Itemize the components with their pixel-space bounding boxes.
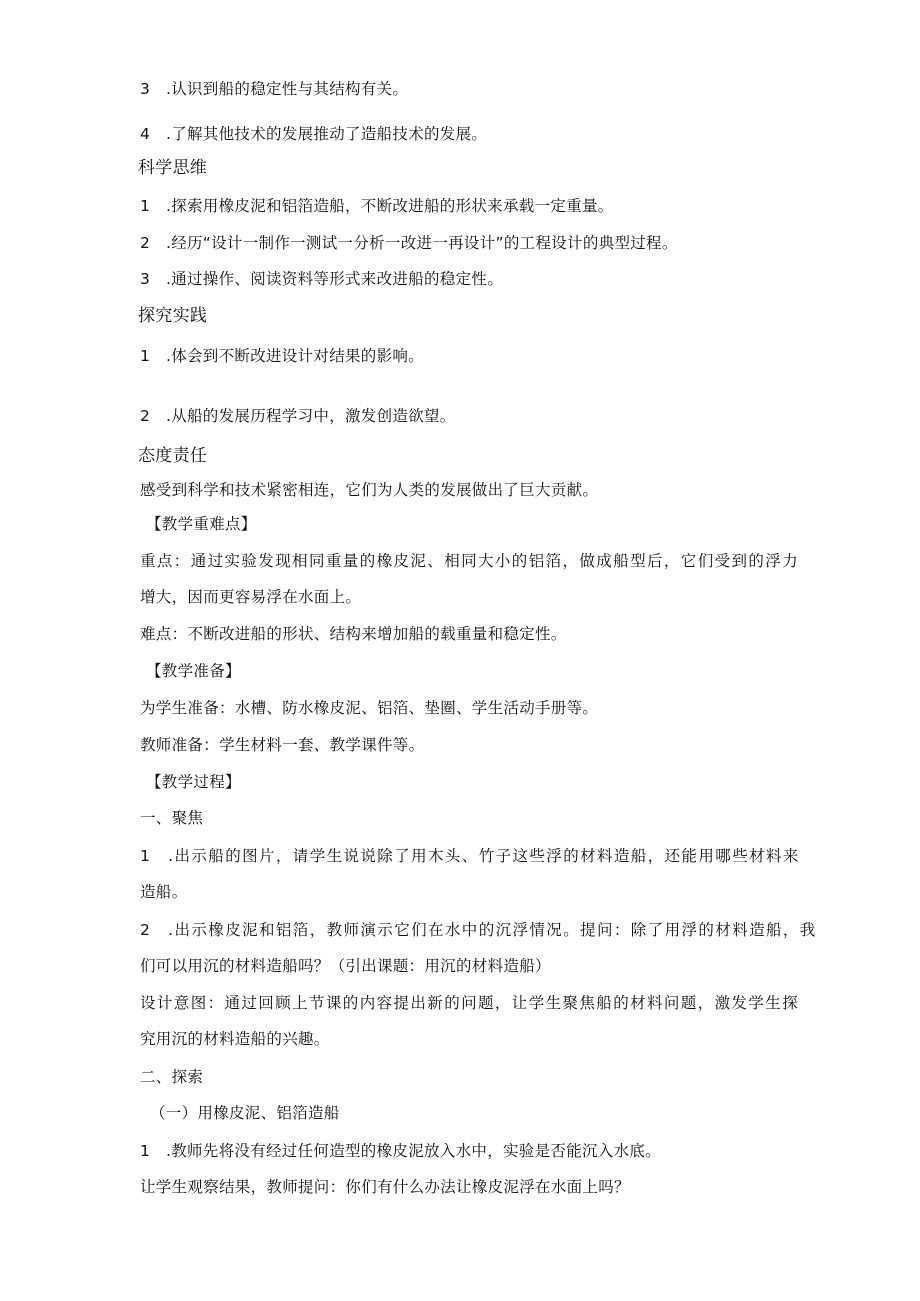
key-point-line-1: 重点：通过实验发现相同重量的橡皮泥、相同大小的铝箔，做成船型后，它们受到的浮力	[140, 552, 800, 570]
subheading-boat-building: （一）用橡皮泥、铝箔造船	[150, 1104, 340, 1122]
teacher-preparation-line: 教师准备：学生材料一套、教学课件等。	[140, 736, 425, 754]
section-heading-inquiry-practice: 探究实践	[138, 306, 208, 326]
focus-line-1b: 造船。	[140, 883, 188, 901]
section-heading-preparation: 【教学准备】	[146, 662, 241, 680]
difficulty-line: 难点：不断改进船的形状、结构来增加船的载重量和稳定性。	[140, 625, 567, 643]
objective-line-3: 3 .认识到船的稳定性与其结构有关。	[140, 80, 409, 98]
section-heading-process: 【教学过程】	[146, 773, 241, 791]
subheading-explore: 二、探索	[140, 1068, 204, 1086]
thinking-line-3: 3 .通过操作、阅读资料等形式来改进船的稳定性。	[140, 270, 503, 288]
practice-line-1: 1 .体会到不断改进设计对结果的影响。	[140, 347, 424, 365]
design-intent-line-a: 设计意图：通过回顾上节课的内容提出新的问题，让学生聚焦船的材料问题，激发学生探	[140, 994, 800, 1012]
design-intent-line-b: 究用沉的材料造船的兴趣。	[140, 1030, 330, 1048]
section-heading-key-points: 【教学重难点】	[146, 515, 257, 533]
key-point-line-2: 增大，因而更容易浮在水面上。	[140, 588, 362, 606]
practice-line-2: 2 .从船的发展历程学习中，激发创造欲望。	[140, 407, 456, 425]
thinking-line-2: 2 .经历“设计一制作一测试一分析一改进一再设计”的工程设计的典型过程。	[140, 234, 678, 252]
focus-line-2a: 2 .出示橡皮泥和铝箔，教师演示它们在水中的沉浮情况。提问：除了用浮的材料造船，我	[140, 921, 817, 939]
attitude-line: 感受到科学和技术紧密相连，它们为人类的发展做出了巨大贡献。	[140, 481, 599, 499]
objective-line-4: 4 .了解其他技术的发展推动了造船技术的发展。	[140, 125, 488, 143]
explore-line-1: 1 .教师先将没有经过任何造型的橡皮泥放入水中，实验是否能沉入水底。	[140, 1142, 661, 1160]
section-heading-attitude-responsibility: 态度责任	[138, 446, 208, 466]
subheading-focus: 一、聚焦	[140, 809, 204, 827]
section-heading-scientific-thinking: 科学思维	[138, 158, 208, 178]
thinking-line-1: 1 .探索用橡皮泥和铝箔造船，不断改进船的形状来承载一定重量。	[140, 197, 614, 215]
focus-line-1a: 1 .出示船的图片，请学生说说除了用木头、竹子这些浮的材料造船，还能用哪些材料来	[140, 847, 800, 865]
explore-line-2: 让学生观察结果，教师提问：你们有什么办法让橡皮泥浮在水面上吗？	[140, 1178, 630, 1196]
student-preparation-line: 为学生准备：水槽、防水橡皮泥、铝箔、垫圈、学生活动手册等。	[140, 699, 599, 717]
focus-line-2b: 们可以用沉的材料造船吗？（引出课题：用沉的材料造船）	[140, 957, 551, 975]
